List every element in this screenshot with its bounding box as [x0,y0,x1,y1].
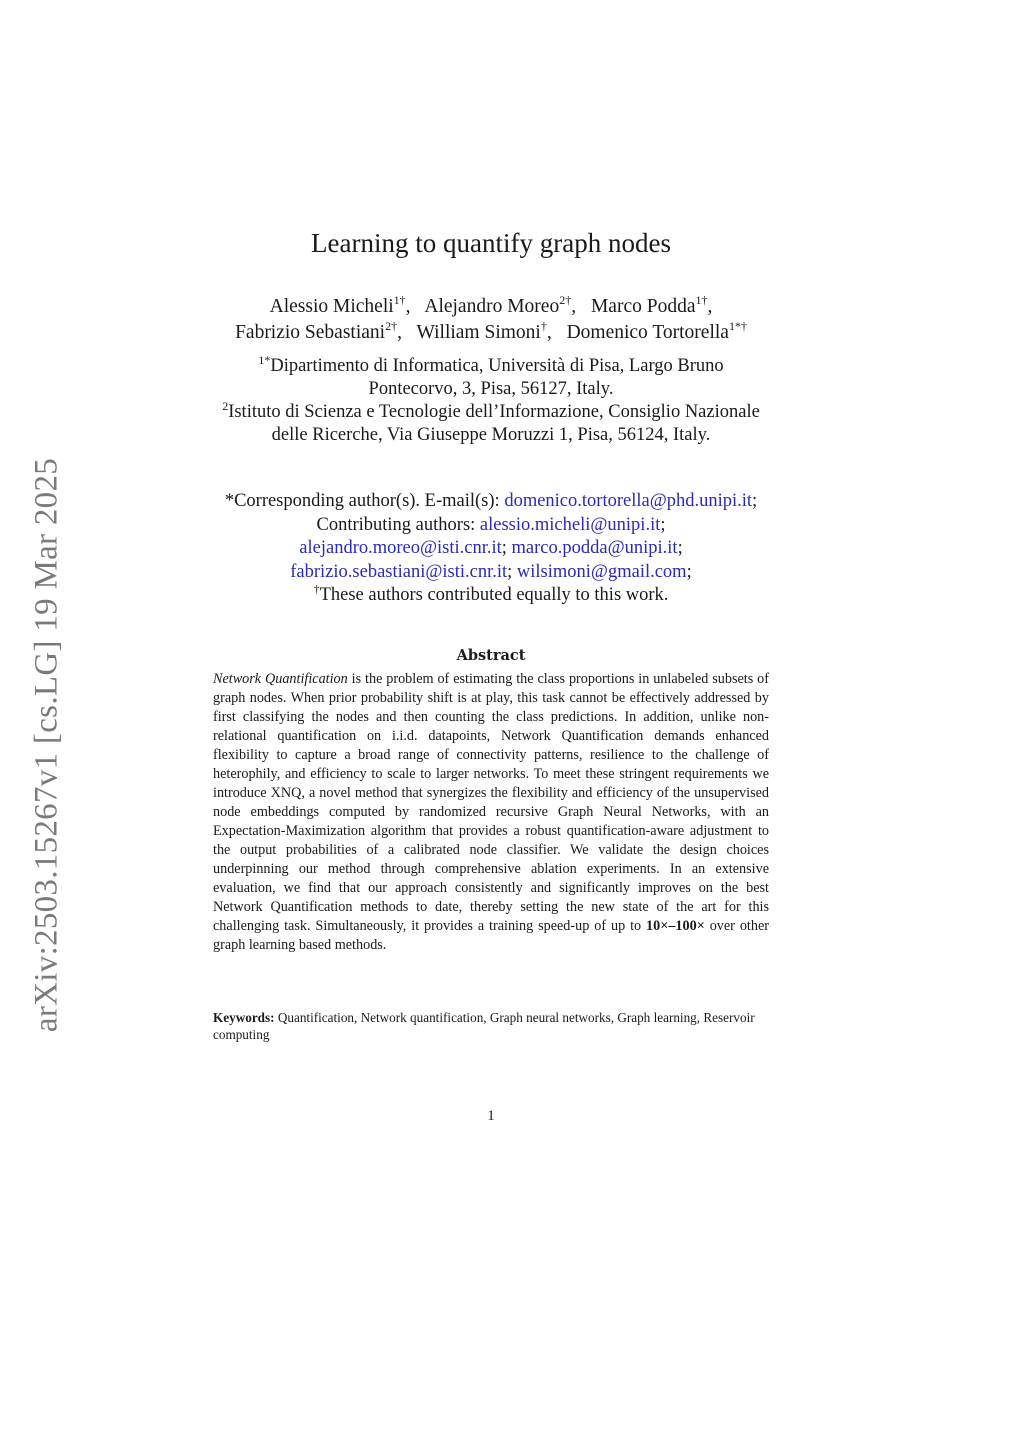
page-number: 1 [487,1108,495,1124]
affiliation-2: $^2$Istituto di Scienza e Tecnologie dell’Informazione, Consiglio Nazionale [222,399,760,422]
author-podda: Marco Podda$^{1\dagger}$, [590,293,713,317]
contributing-emails-line-2: alejandro.moreo@isti.cnr.it; marco.podda@unipi.it; [299,538,683,558]
paper-title: Learning to quantify graph nodes [311,228,671,258]
abstract-body: Network Quantification is the problem of estimating the class proportions in unlabeled subsets of graph nodes. When prior probability shift is at play, this task cannot be effectively addressed by first classifying the nodes and then counting the class predictions. In addition, unlike non-relational quantification on i.i.d. datapoints, Network Quantification demands enhanced flexibility to capture a broad range of connectivity patterns, resilience to the challenge of heterophily, and efficiency to scale to larger networks. To meet these stringent requirements we introduce XNQ, a novel method that synergizes the flexibility and efficiency of the unsupervised node embeddings computed by randomized recursive Graph Neural Networks, with an Expectation-Maximization algorithm that provides a robust quantification-aware adjustment to the output probabilities of a calibrated node classifier. We validate the design choices underpinning our method through comprehensive ablation experiments. In an extensive evaluation, we find that our approach consistently and significantly improves on the best Network Quantification methods to date, thereby setting the new state of the art for this challenging task. Simultaneously, it provides a training speed-up of up to 10×–100× over other graph learning based methods. [213,671,769,953]
author-line-1 [0,294,982,320]
affiliation-list [0,355,982,447]
author-micheli: Alessio Micheli$^{1\dagger}$, [269,293,411,317]
author-tortorella: Domenico Tortorella$^{1*\dagger}$ [566,319,747,343]
author-simoni: William Simoni†, [416,319,552,343]
equal-contribution-note: †These authors contributed equally to this work. [313,582,669,605]
keywords-block: Keywords: Quantification, Network quantification, Graph neural networks, Graph learning, Reservoir computing [213,1010,755,1042]
author-sebastiani: Fabrizio Sebastiani$^{2\dagger}$, [235,319,402,343]
email-link-podda[interactable]: marco.podda@unipi.it [511,538,678,558]
affiliation-1: $^{1*}$Dipartimento di Informatica, Università di Pisa, Largo Bruno [258,353,724,376]
contact-block [0,490,982,608]
email-link-simoni[interactable]: wilsimoni@gmail.com [516,561,687,582]
email-link-moreo[interactable]: alejandro.moreo@isti.cnr.it [299,538,502,558]
email-link-micheli[interactable]: alessio.micheli@unipi.it [479,514,661,535]
author-line-2 [0,320,982,346]
contributing-authors-line: Contributing authors: alessio.micheli@unipi.it; [316,514,666,535]
email-link-tortorella[interactable]: domenico.tortorella@phd.unipi.it [504,491,753,511]
author-list [0,294,982,346]
abstract-heading: Abstract [456,647,526,664]
contributing-emails-line-3: fabrizio.sebastiani@isti.cnr.it; wilsimoni@gmail.com; [290,561,692,582]
affiliation-1-cont: Pontecorvo, 3, Pisa, 56127, Italy. [368,379,614,399]
arxiv-stamp: arXiv:2503.15267v1 [cs.LG] 19 Mar 2025 [28,457,65,1033]
affiliation-2-cont: delle Ricerche, Via Giuseppe Moruzzi 1, Pisa, 56124, Italy. [271,425,711,445]
corresponding-author-line: *Corresponding author(s). E-mail(s): domenico.tortorella@phd.unipi.it; [224,491,758,511]
email-link-sebastiani[interactable]: fabrizio.sebastiani@isti.cnr.it [290,561,508,582]
author-moreo: Alejandro Moreo$^{2\dagger}$, [424,293,577,317]
